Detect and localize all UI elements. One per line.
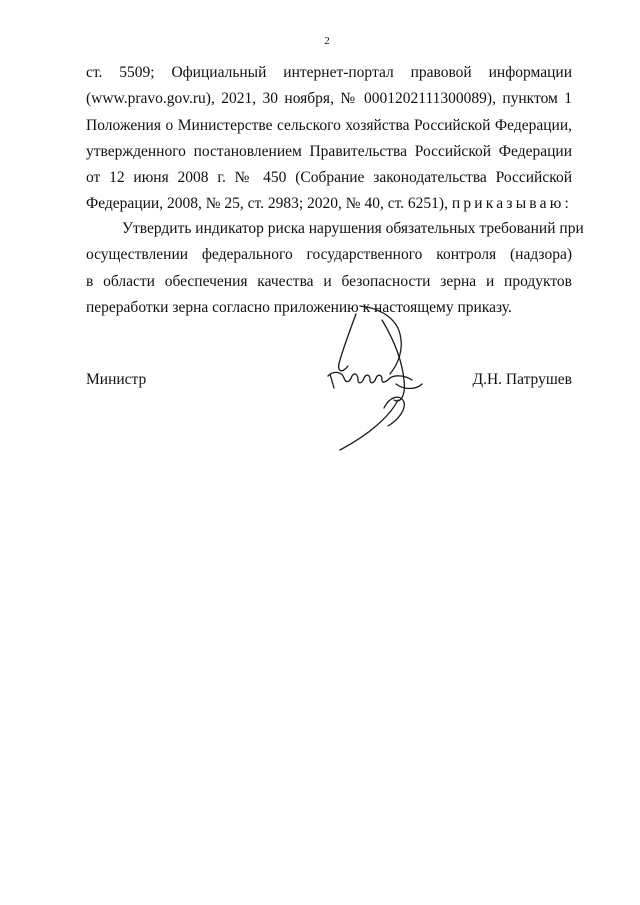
signatory-title: Министр — [86, 371, 147, 388]
text-line — [86, 191, 572, 217]
text-line: Положения о Министерстве сельского хозяйства Российской Федерации, — [86, 116, 572, 134]
body-paragraph-1 — [86, 60, 572, 218]
text-line: утвержденного постановлением Правительства Российской Федерации — [86, 142, 572, 160]
text-line: от 12 июня 2008 г. № 450 (Собрание законодательства Российской — [86, 169, 572, 187]
handwritten-signature — [320, 300, 440, 460]
text-line: (www.pravo.gov.ru), 2021, 30 ноября, № 0001202111300089), пунктом 1 — [86, 90, 572, 108]
text-line: в области обеспечения качества и безопасности зерна и продуктов — [86, 272, 572, 290]
page-number: 2 — [324, 35, 330, 47]
signatory-name: Д.Н. Патрушев — [472, 371, 572, 388]
text-line: Утвердить индикатор риска нарушения обязательных требований при — [122, 220, 584, 237]
text-line: осуществлении федерального государственного контроля (надзора) — [86, 246, 572, 264]
text-fragment: Федерации, 2008, № 25, ст. 2983; 2020, № 40, ст. 6251), — [86, 195, 448, 213]
text-line: ст. 5509; Официальный интернет-портал правовой информации — [86, 64, 572, 81]
text-line: переработки зерна согласно приложению к настоящему приказу. — [86, 298, 512, 316]
order-word: приказываю: — [451, 195, 572, 213]
